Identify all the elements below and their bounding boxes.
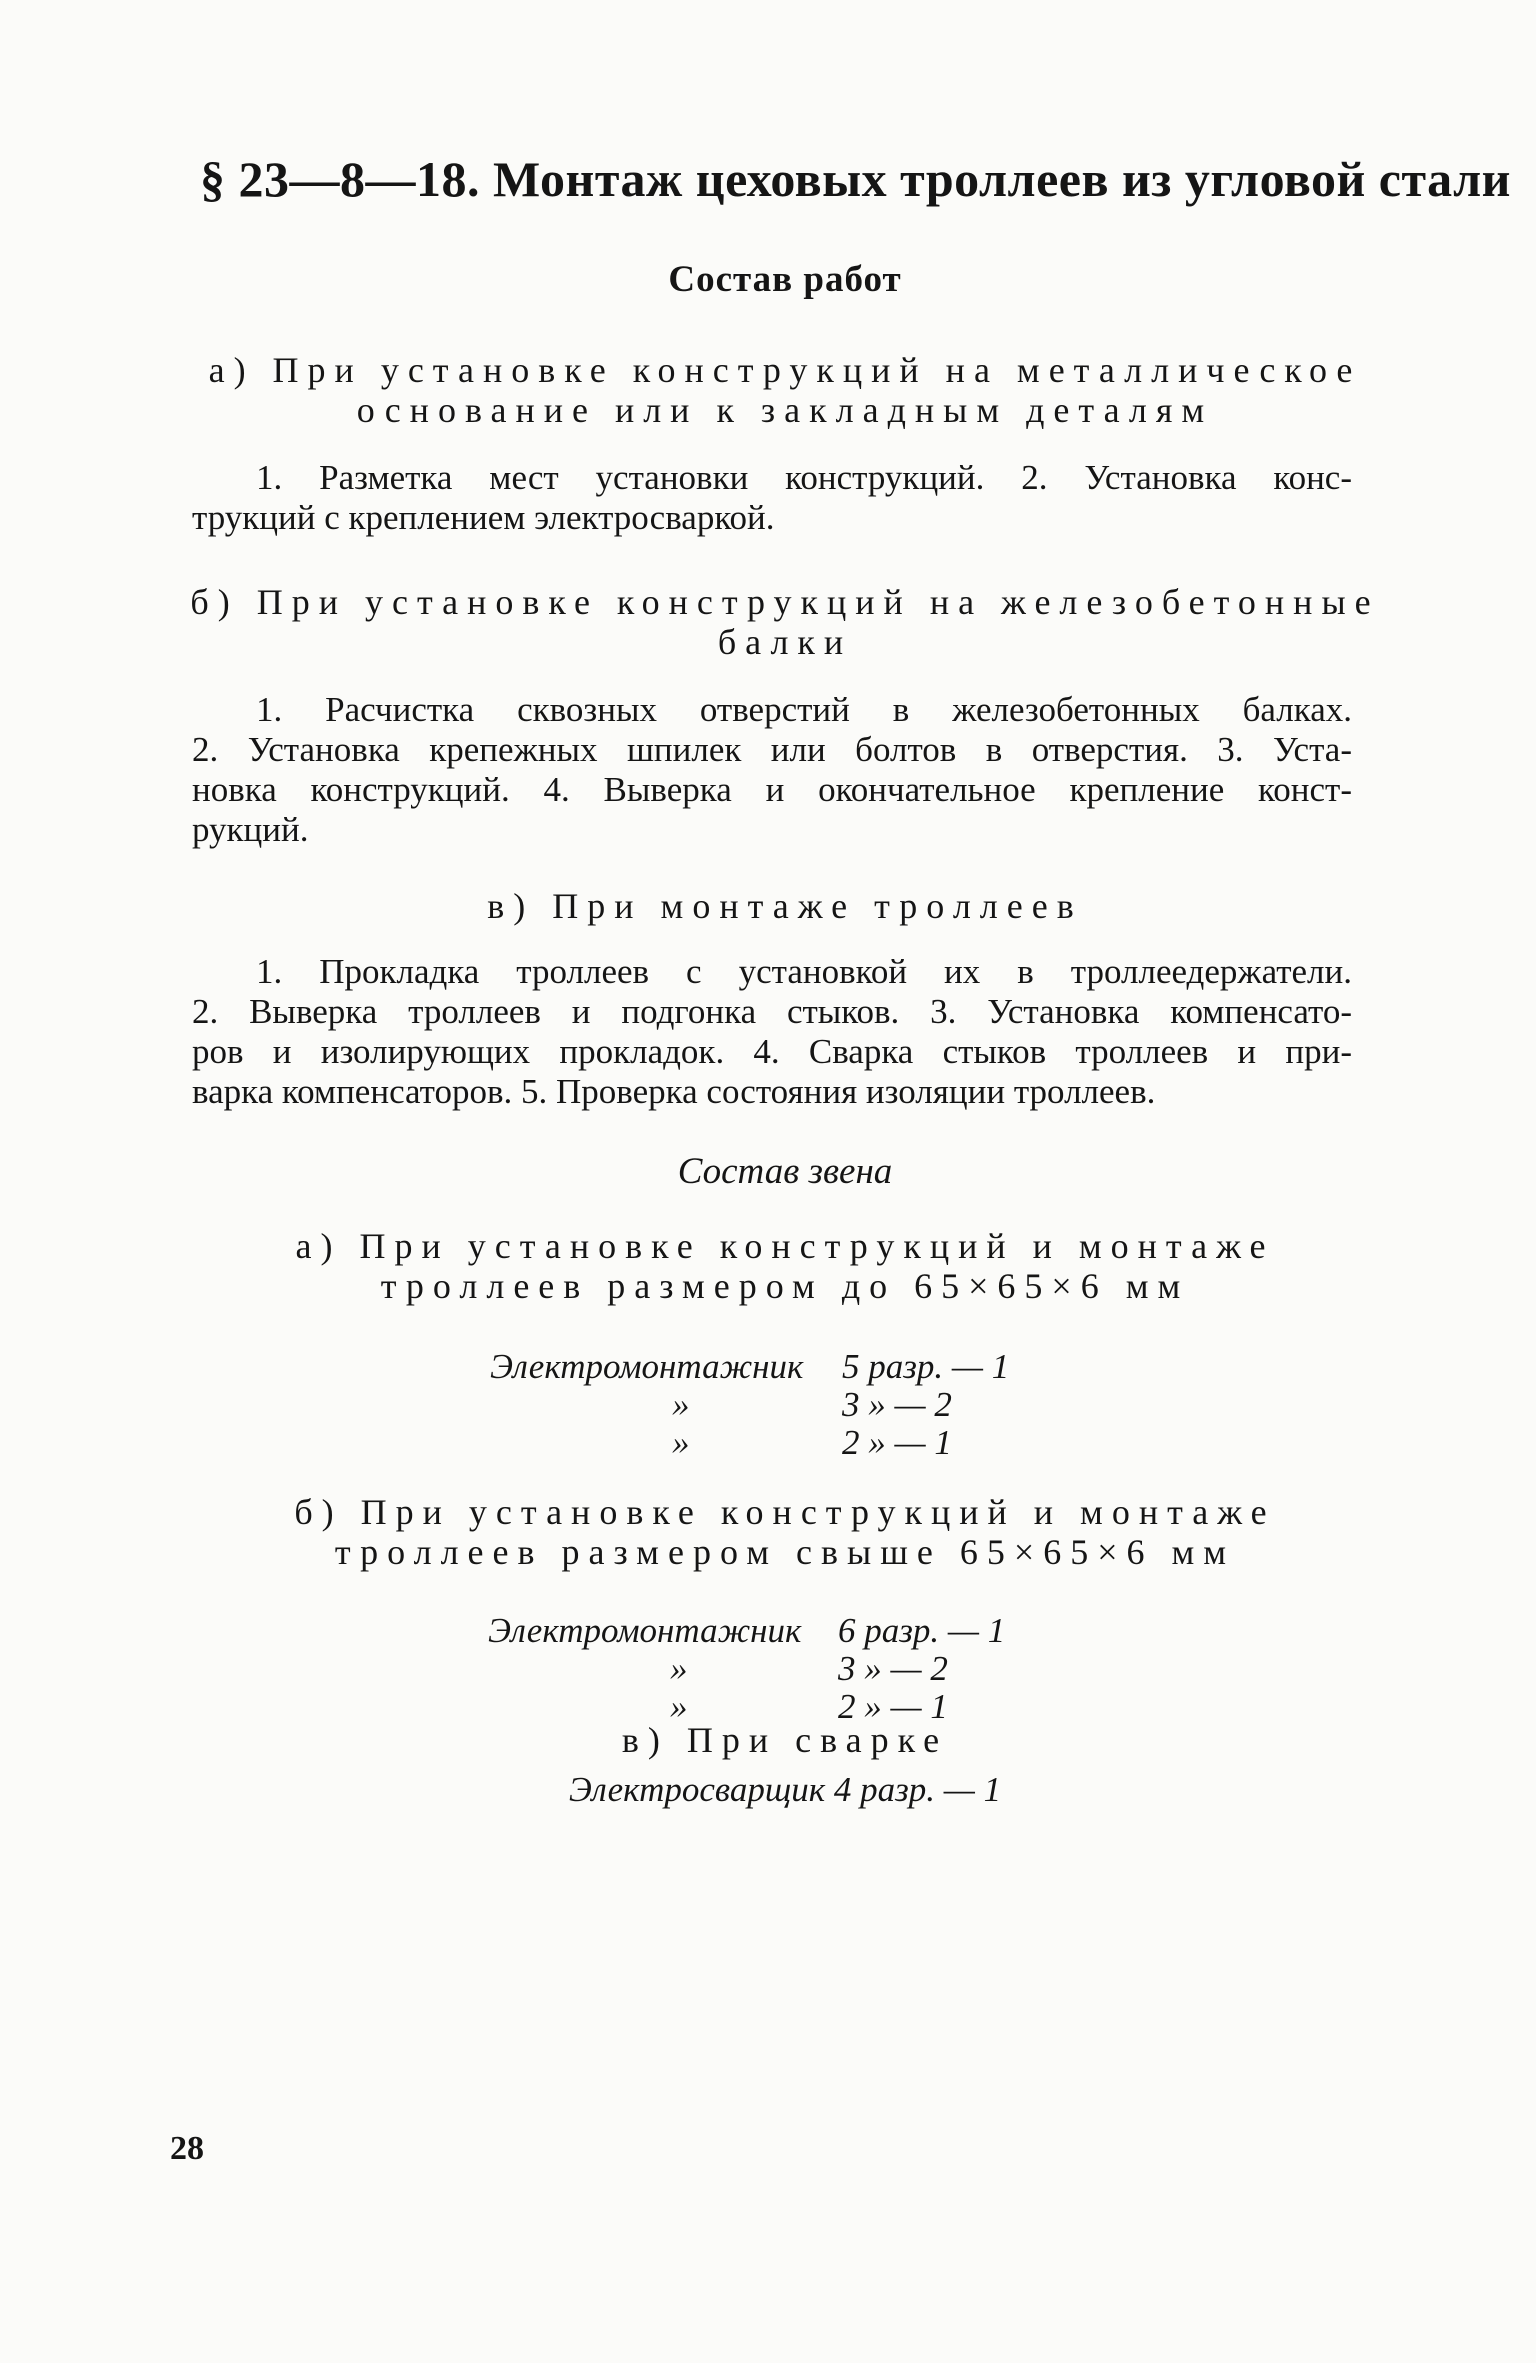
subsection-v-text-line-2: 2. Выверка троллеев и подгонка стыков. 3. Установка компенсато- — [192, 992, 1352, 1031]
crew-row — [488, 1612, 1048, 1650]
subsection-b-text — [192, 690, 1352, 850]
crew-group-b-list — [488, 1612, 1048, 1726]
crew-grade: 3 » — 2 — [838, 1649, 948, 1688]
crew-group-v-row: Электросварщик 4 разр. — 1 — [568, 1770, 1002, 1809]
subsection-a-heading-line-2: основание или к закладным деталям — [356, 390, 1214, 430]
subsection-a-text-line-1: 1. Разметка мест установки конструкций. 2. Установка конс- — [256, 458, 1352, 497]
crew-role-ditto: » — [670, 1649, 688, 1688]
crew-group-a-heading-line-1: а) При установке конструкций и монтаже — [295, 1226, 1275, 1266]
subsection-v-text-line-1: 1. Прокладка троллеев с установкой их в троллеедержатели. — [256, 952, 1352, 991]
crew-group-v-heading — [190, 1720, 1380, 1760]
crew-role: Электромонтажник — [490, 1347, 804, 1386]
subsection-b-text-line-2: 2. Установка крепежных шпилек или болтов в отверстия. 3. Уста- — [192, 730, 1352, 769]
subsection-a-text — [192, 458, 1352, 538]
work-composition-heading: Состав работ — [668, 259, 902, 300]
crew-role-ditto: » — [672, 1423, 690, 1462]
crew-role-ditto: » — [672, 1385, 690, 1424]
crew-grade: 6 разр. — 1 — [838, 1611, 1006, 1650]
subsection-a-heading — [190, 350, 1380, 430]
subsection-b-text-line-4: рукций. — [192, 810, 309, 849]
crew-group-a-heading — [190, 1226, 1380, 1306]
crew-group-a-list — [490, 1348, 1050, 1462]
subsection-b-text-line-3: новка конструкций. 4. Выверка и окончательное крепление конст- — [192, 770, 1352, 809]
crew-row — [488, 1650, 1048, 1688]
crew-group-b-heading — [190, 1492, 1380, 1572]
subsection-v-text-line-3: ров и изолирующих прокладок. 4. Сварка стыков троллеев и при- — [192, 1032, 1352, 1071]
crew-grade: 3 » — 2 — [842, 1385, 952, 1424]
crew-composition-heading: Состав звена — [677, 1151, 893, 1192]
subsection-b-heading-line-2: балки — [717, 622, 853, 662]
crew-grade: 2 » — 1 — [842, 1423, 952, 1462]
page-number: 28 — [170, 2130, 204, 2167]
subsection-b-heading-line-1: б) При установке конструкций на железобетонные — [190, 582, 1380, 622]
subsection-v-heading-line-1: в) При монтаже троллеев — [487, 886, 1083, 926]
crew-grade: 2 » — 1 — [838, 1687, 948, 1726]
crew-grade: 5 разр. — 1 — [842, 1347, 1010, 1386]
subsection-a-text-line-2: трукций с креплением электросваркой. — [192, 498, 775, 537]
crew-role-ditto: » — [670, 1687, 688, 1726]
subsection-b-heading — [190, 582, 1380, 662]
crew-group-b-heading-line-1: б) При установке конструкций и монтаже — [294, 1492, 1276, 1532]
subsection-a-heading-line-1: а) При установке конструкций на металлическое — [208, 350, 1362, 390]
crew-group-v-heading-line-1: в) При сварке — [621, 1720, 949, 1760]
subsection-v-heading — [190, 886, 1380, 926]
crew-group-a-heading-line-2: троллеев размером до 65×65×6 мм — [380, 1266, 1190, 1306]
crew-row — [490, 1386, 1050, 1424]
subsection-v-text-line-4: варка компенсаторов. 5. Проверка состояния изоляции троллеев. — [192, 1072, 1156, 1111]
crew-group-b-heading-line-2: троллеев размером свыше 65×65×6 мм — [334, 1532, 1236, 1572]
crew-row — [490, 1424, 1050, 1462]
crew-role: Электромонтажник — [488, 1611, 802, 1650]
crew-row — [490, 1348, 1050, 1386]
subsection-v-text — [192, 952, 1352, 1112]
section-title: § 23—8—18. Монтаж цеховых троллеев из угловой стали — [200, 151, 1511, 207]
subsection-b-text-line-1: 1. Расчистка сквозных отверстий в железобетонных балках. — [256, 690, 1352, 729]
